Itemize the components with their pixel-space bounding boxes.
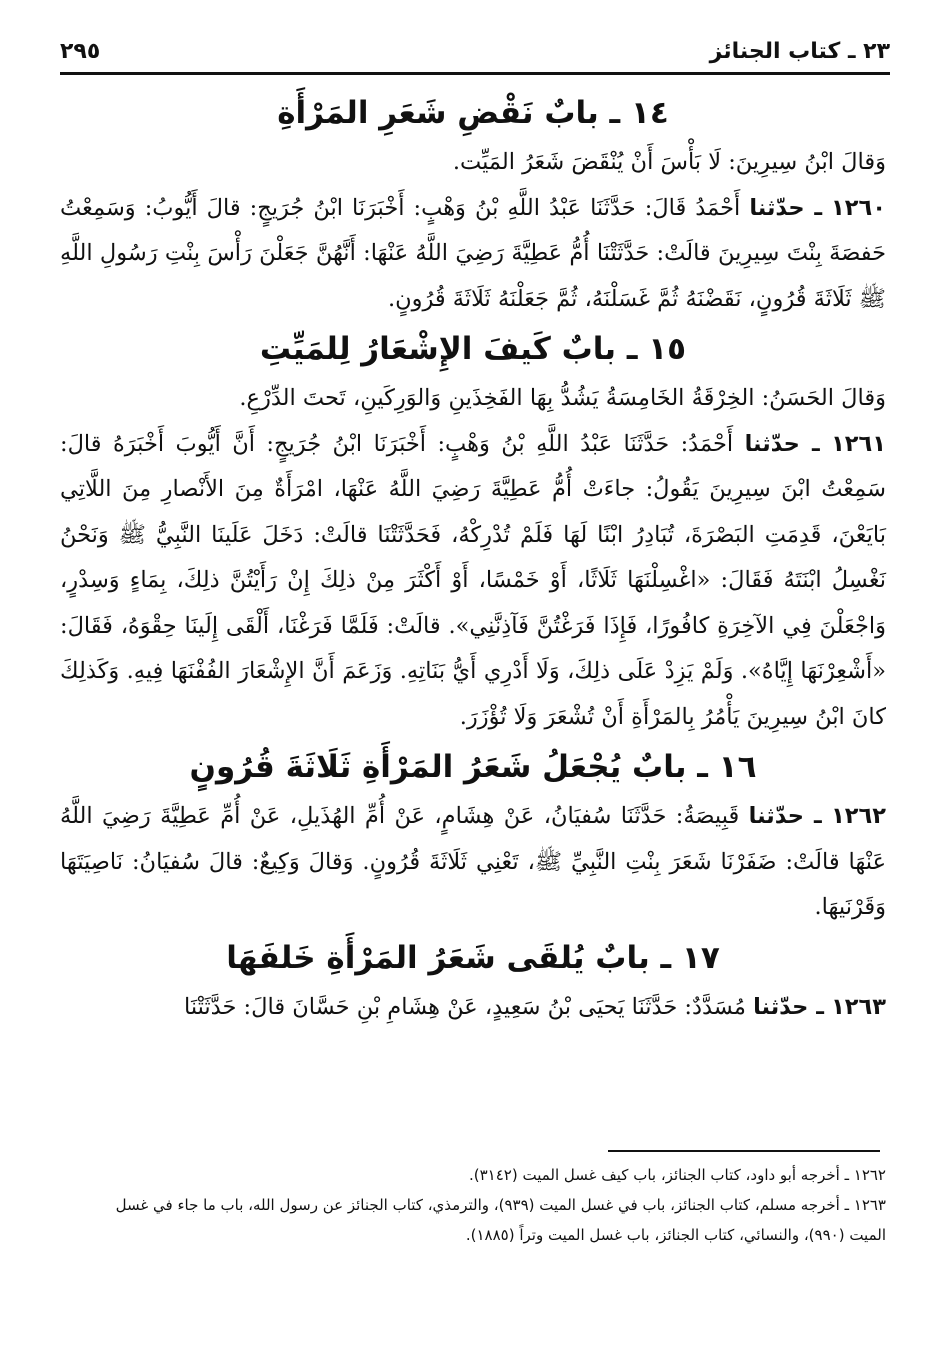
hadith-number: ١٢٦١: [831, 430, 887, 457]
footnote: ١٢٦٣ ـ أخرجه مسلم، كتاب الجنائز، باب في غسل الميت (٩٣٩)، والترمذي، كتاب الجنائز عن رسول الله، باب ما جاء في غسل الميت (٩٩٠)، والنسائي، كتاب الجنائز، باب غسل الميت وتراً (١٨٨٥).: [115, 1196, 886, 1244]
running-head: [60, 34, 890, 68]
header-rule: [60, 72, 890, 75]
paragraph-text: وَقالَ الحَسَنُ: الخِرْقَةُ الخَامِسَةُ يَشُدُّ بِهَا الفَخِذَينِ وَالوَرِكَينِ، تَحتَ الدِّرْعِ.: [239, 385, 886, 411]
section-15: [60, 322, 886, 740]
section-14: [60, 86, 886, 322]
hadith-lead: ـ حدّثنا: [748, 803, 822, 829]
main-text: [60, 86, 886, 1030]
hadith-paragraph: [60, 186, 886, 323]
section-heading: ١٤ ـ بابٌ نَقْضِ شَعَرِ المَرْأَةِ: [277, 95, 669, 131]
hadith-paragraph: [60, 794, 886, 931]
section-heading: ١٥ ـ بابٌ كَيفَ الإِشْعَارُ لِلمَيِّتِ: [259, 331, 687, 367]
section-17: [60, 931, 886, 1031]
paragraph-text: وَقالَ ابْنُ سِيرِينَ: لَا بَأْسَ أَنْ يُنْقَضَ شَعَرُ المَيِّت.: [452, 149, 886, 175]
hadith-paragraph: [60, 985, 886, 1031]
footnotes: [88, 1160, 886, 1250]
hadith-number: ١٢٦٣: [831, 993, 886, 1020]
hadith-lead: ـ حدّثنا: [744, 430, 820, 457]
hadith-number: ١٢٦٠: [831, 194, 886, 221]
paragraph-text: قَبِيصَةُ: حَدَّثَنَا سُفيَانُ، عَنْ هِشَامٍ، عَنْ أُمِّ الهُذَيلِ، عَنْ أُمِّ عَطِيَّةَ رَضِيَ اللَّهُ عَنْهَا قالَتْ: ضَفَرْنَا شَعَرَ بِنْتِ النَّبِيِّ ﷺ، تَعْنِي ثَلَاثَةَ قُرُونٍ. وَقالَ وَكِيعٌ: قالَ سُفيَانُ: نَاصِيَتَهَا وَقَرْنَيهَا.: [60, 803, 886, 920]
section-heading: ١٦ ـ بابٌ يُجْعَلُ شَعَرُ المَرْأَةِ ثَلَاثَةَ قُرُونٍ: [189, 749, 757, 785]
chapter-title: ٢٣ ـ كتاب الجنائز: [709, 38, 890, 64]
section-16: [60, 740, 886, 931]
paragraph-text: أَحْمَدُ قَالَ: حَدَّثَنَا عَبْدُ اللَّهِ بْنُ وَهْبٍ: أَخْبَرَنَا ابْنُ جُرَيجٍ: قالَ أَيُّوبُ: وَسَمِعْتُ حَفصَةَ بِنْتَ سِيرِينَ قالَتْ: حَدَّثَتْنَا أُمُّ عَطِيَّةَ رَضِيَ اللَّهُ عَنْهَا: أَنَّهُنَّ جَعَلْنَ رَأْسَ بِنْتِ رَسُولِ اللَّهِ ﷺ ثَلَاثَةَ قُرُونٍ، نَقَضْنَهُ ثُمَّ غَسَلْنَهُ، ثُمَّ جَعَلْنَهُ ثَلَاثَةَ قُرُونٍ.: [60, 194, 886, 312]
page-number: ٢٩٥: [60, 38, 101, 64]
hadith-number: ١٢٦٢: [831, 803, 887, 829]
footnote: ١٢٦٢ ـ أخرجه أبو داود، كتاب الجنائز، باب كيف غسل الميت (٣١٤٢).: [468, 1166, 886, 1184]
hadith-lead: ـ حدّثنا: [753, 993, 824, 1020]
narration-paragraph: [60, 140, 886, 186]
section-heading: ١٧ ـ بابٌ يُلقَى شَعَرُ المَرْأَةِ خَلفَهَا: [226, 939, 720, 976]
paragraph-text: مُسَدَّدٌ: حَدَّثَنَا يَحيَى بْنُ سَعِيدٍ، عَنْ هِشَامِ بْنِ حَسَّانَ قالَ: حَدَّثَتْنَا: [183, 993, 746, 1020]
hadith-paragraph: [60, 422, 886, 741]
hadith-lead: ـ حدّثنا: [749, 194, 823, 221]
footnote-rule: [608, 1150, 880, 1152]
paragraph-text: أَحْمَدُ: حَدَّثَنَا عَبْدُ اللَّهِ بْنُ وَهْبٍ: أَخْبَرَنَا ابْنُ جُرَيجٍ: أَنَّ أَيُّوبَ أَخْبَرَهُ قالَ: سَمِعْتُ ابْنَ سِيرِينَ يَقُولُ: جاءَتْ أُمُّ عَطِيَّةَ رَضِيَ اللَّهُ عَنْهَا، امْرَأَةٌ مِنَ الأَنْصارِ مِنَ اللَّاتِي بَايَعْنَ، قَدِمَتِ البَصْرَةَ، تُبَادِرُ ابْنًا لَهَا فَلَمْ تُدْرِكْهُ، فَحَدَّثَتْنَا قالَتْ: دَخَلَ عَلَينَا النَّبِيُّ ﷺ وَنَحْنُ نَغْسِلُ ابْنَتَهُ فَقَالَ: «اغْسِلْنَهَا ثَلَاثًا، أَوْ خَمْسًا، أَوْ أَكْثَرَ مِنْ ذلِكَ إِنْ رَأَيْتُنَّ ذلِكَ، بِمَاءٍ وَسِدْرٍ، وَاجْعَلْنَ فِي الآخِرَةِ كافُورًا، فَإِذَا فَرَغْتُنَّ فَآذِنَّنِي». قالَتْ: فَلَمَّا فَرَغْنَا، أَلْقَى إِلَينَا حِقْوَهُ، فَقَالَ: «أَشْعِرْنَهَا إِيَّاهُ». وَلَمْ يَزِدْ عَلَى ذلِكَ، وَلَا أَدْرِي أَيُّ بَنَاتِهِ. وَزَعَمَ أَنَّ الإِشْعَارَ الفُفْنَهَا فِيهِ. وَكَذلِكَ كانَ ابْنُ سِيرِينَ يَأْمُرُ بِالمَرْأَةِ أَنْ تُشْعَرَ وَلَا تُؤْزَرَ.: [60, 430, 886, 730]
narration-paragraph: [60, 376, 886, 422]
